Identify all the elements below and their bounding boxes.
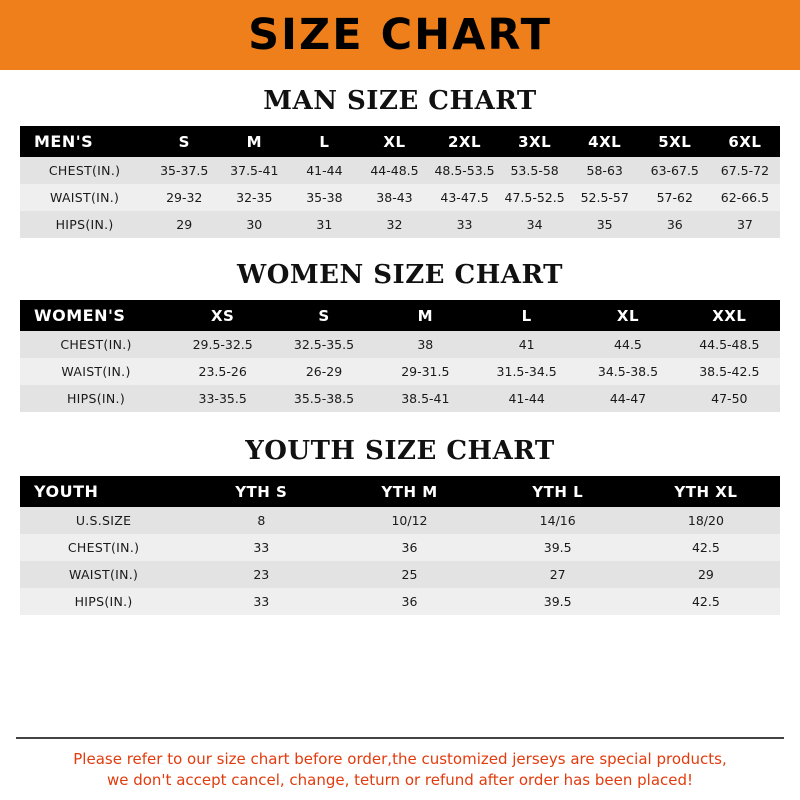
table-row xyxy=(20,211,780,238)
measurement-cell: 44.5-48.5 xyxy=(699,337,760,352)
order-disclaimer xyxy=(16,737,784,800)
measurement-cell: 31.5-34.5 xyxy=(496,364,557,379)
measurement-cell: 29 xyxy=(697,567,714,582)
measurement-cell: 38.5-41 xyxy=(401,391,450,406)
measurement-cell: 33 xyxy=(253,540,270,555)
table-head-row xyxy=(20,300,780,331)
youth-section-title: YOUTH SIZE CHART xyxy=(245,436,555,466)
size-header-cell: XS xyxy=(210,306,235,325)
table-row xyxy=(20,534,780,561)
measurement-cell: 35 xyxy=(596,217,613,232)
measurement-cell: 41-44 xyxy=(508,391,545,406)
size-header-cell: S xyxy=(318,306,330,325)
table-row xyxy=(20,184,780,211)
row-label-cell: HIPS(IN.) xyxy=(66,391,126,406)
measurement-cell: 29-31.5 xyxy=(401,364,450,379)
measurement-cell: 41-44 xyxy=(306,163,343,178)
measurement-cell: 23 xyxy=(253,567,270,582)
table-row xyxy=(20,331,780,358)
row-label-cell: HIPS(IN.) xyxy=(55,217,114,232)
measurement-cell: 42.5 xyxy=(691,594,720,609)
measurement-cell: 36 xyxy=(666,217,683,232)
head-label-cell: YOUTH xyxy=(34,482,99,501)
content-area xyxy=(0,70,800,717)
measurement-cell: 37 xyxy=(736,217,753,232)
size-header-cell: 2XL xyxy=(448,132,482,151)
youth-table-body xyxy=(20,476,780,615)
measurement-cell: 44.5 xyxy=(614,337,642,352)
head-label-cell: MEN'S xyxy=(34,132,94,151)
youth-size-table xyxy=(20,476,780,615)
size-header-cell: XXL xyxy=(712,306,747,325)
size-header-cell: YTH M xyxy=(381,482,438,501)
measurement-cell: 8 xyxy=(257,513,266,528)
measurement-cell: 44-47 xyxy=(609,391,647,406)
men-section-title: MAN SIZE CHART xyxy=(263,86,537,116)
measurement-cell: 33 xyxy=(456,217,473,232)
measurement-cell: 35-37.5 xyxy=(160,163,209,178)
table-row xyxy=(20,561,780,588)
size-header-cell: L xyxy=(521,306,532,325)
row-label-cell: WAIST(IN.) xyxy=(49,190,120,205)
table-row xyxy=(20,385,780,412)
table-row xyxy=(20,358,780,385)
size-header-cell: YTH XL xyxy=(674,482,738,501)
measurement-cell: 35.5-38.5 xyxy=(293,391,355,406)
size-header-cell: M xyxy=(417,306,434,325)
measurement-cell: 57-62 xyxy=(656,190,693,205)
size-header-cell: YTH L xyxy=(532,482,584,501)
row-label-cell: U.S.SIZE xyxy=(75,513,132,528)
size-header-cell: S xyxy=(178,132,190,151)
table-row xyxy=(20,588,780,615)
measurement-cell: 29 xyxy=(176,217,193,232)
measurement-cell: 29-32 xyxy=(166,190,203,205)
measurement-cell: 32.5-35.5 xyxy=(293,337,355,352)
measurement-cell: 34.5-38.5 xyxy=(597,364,659,379)
measurement-cell: 38-43 xyxy=(376,190,413,205)
measurement-cell: 32 xyxy=(386,217,403,232)
measurement-cell: 36 xyxy=(401,594,418,609)
measurement-cell: 47.5-52.5 xyxy=(504,190,565,205)
row-label-cell: CHEST(IN.) xyxy=(67,540,140,555)
measurement-cell: 23.5-26 xyxy=(198,364,247,379)
header-banner xyxy=(0,0,800,70)
measurement-cell: 36 xyxy=(401,540,418,555)
size-header-cell: YTH S xyxy=(235,482,288,501)
measurement-cell: 39.5 xyxy=(543,594,572,609)
measurement-cell: 63-67.5 xyxy=(650,163,699,178)
size-header-cell: 5XL xyxy=(658,132,692,151)
measurement-cell: 48.5-53.5 xyxy=(434,163,495,178)
table-head-row xyxy=(20,126,780,157)
row-label-cell: HIPS(IN.) xyxy=(74,594,133,609)
measurement-cell: 47-50 xyxy=(711,391,748,406)
table-row xyxy=(20,157,780,184)
measurement-cell: 41 xyxy=(518,337,535,352)
head-label-cell: WOMEN'S xyxy=(34,306,126,325)
women-table-body xyxy=(20,300,780,412)
measurement-cell: 37.5-41 xyxy=(230,163,279,178)
measurement-cell: 30 xyxy=(246,217,263,232)
row-label-cell: CHEST(IN.) xyxy=(60,337,132,352)
measurement-cell: 26-29 xyxy=(305,364,343,379)
measurement-cell: 42.5 xyxy=(691,540,720,555)
measurement-cell: 32-35 xyxy=(236,190,273,205)
measurement-cell: 34 xyxy=(526,217,543,232)
size-header-cell: M xyxy=(246,132,263,151)
men-size-table xyxy=(20,126,780,238)
table-row xyxy=(20,507,780,534)
measurement-cell: 33 xyxy=(253,594,270,609)
disclaimer-line-1: Please refer to our size chart before order,the customized jerseys are special products, xyxy=(73,749,727,768)
measurement-cell: 53.5-58 xyxy=(510,163,559,178)
row-label-cell: WAIST(IN.) xyxy=(68,567,139,582)
measurement-cell: 44-48.5 xyxy=(370,163,419,178)
size-header-cell: 4XL xyxy=(588,132,622,151)
measurement-cell: 18/20 xyxy=(687,513,724,528)
men-table-body xyxy=(20,126,780,238)
size-header-cell: XL xyxy=(616,306,640,325)
table-head-row xyxy=(20,476,780,507)
measurement-cell: 39.5 xyxy=(543,540,572,555)
measurement-cell: 38 xyxy=(417,337,434,352)
size-header-cell: 3XL xyxy=(518,132,552,151)
measurement-cell: 31 xyxy=(316,217,333,232)
measurement-cell: 35-38 xyxy=(306,190,343,205)
disclaimer-line-2: we don't accept cancel, change, teturn or refund after order has been placed! xyxy=(106,771,694,790)
size-header-cell: XL xyxy=(383,132,406,151)
row-label-cell: WAIST(IN.) xyxy=(61,364,131,379)
women-size-table xyxy=(20,300,780,412)
measurement-cell: 67.5-72 xyxy=(720,163,770,178)
measurement-cell: 25 xyxy=(401,567,418,582)
measurement-cell: 52.5-57 xyxy=(580,190,629,205)
page-title: SIZE CHART xyxy=(248,9,552,60)
measurement-cell: 14/16 xyxy=(539,513,576,528)
measurement-cell: 58-63 xyxy=(586,163,623,178)
measurement-cell: 38.5-42.5 xyxy=(699,364,760,379)
measurement-cell: 33-35.5 xyxy=(198,391,247,406)
row-label-cell: CHEST(IN.) xyxy=(48,163,121,178)
measurement-cell: 62-66.5 xyxy=(720,190,770,205)
size-header-cell: 6XL xyxy=(728,132,762,151)
measurement-cell: 29.5-32.5 xyxy=(192,337,253,352)
women-section-title: WOMEN SIZE CHART xyxy=(237,260,563,290)
measurement-cell: 10/12 xyxy=(391,513,428,528)
size-header-cell: L xyxy=(319,132,330,151)
measurement-cell: 27 xyxy=(549,567,566,582)
measurement-cell: 43-47.5 xyxy=(440,190,489,205)
